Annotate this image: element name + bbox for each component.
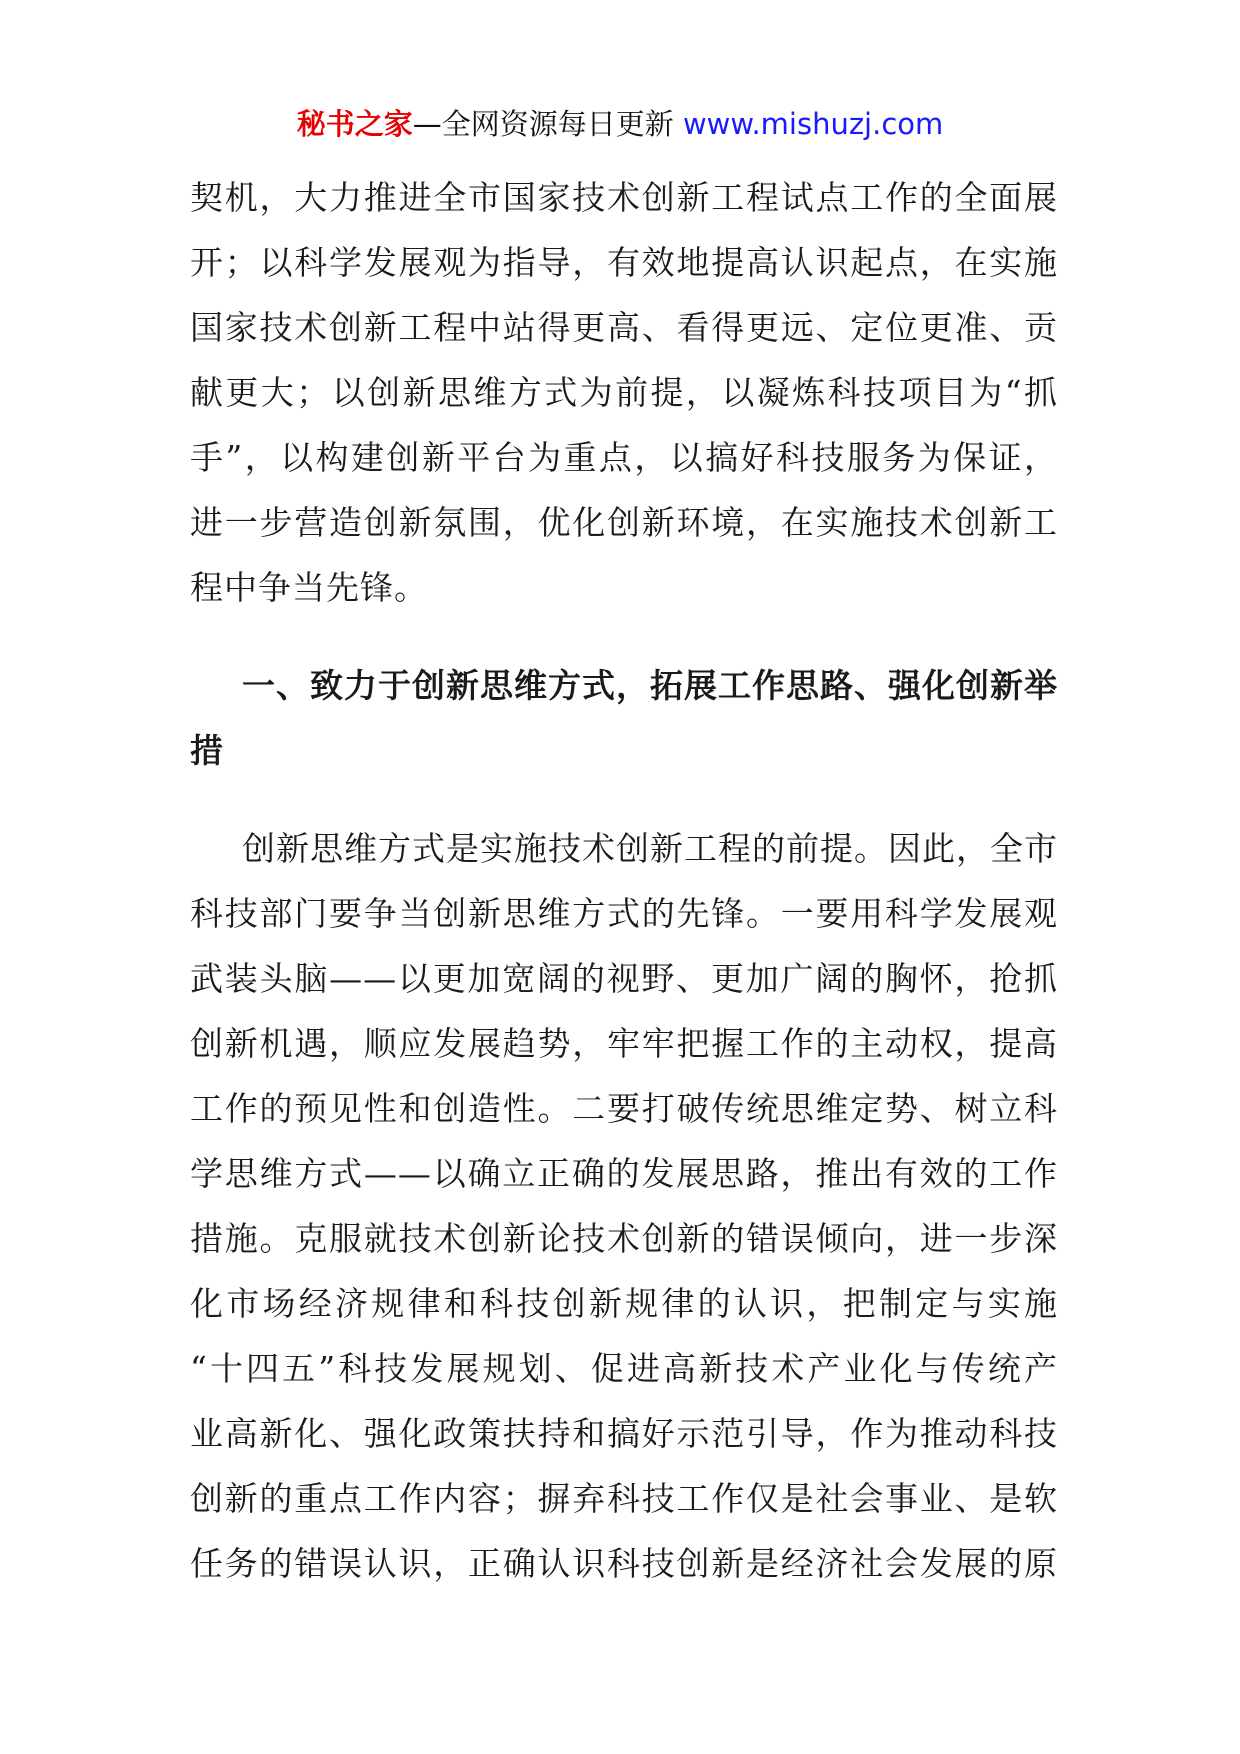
paragraph-gap (190, 620, 1058, 653)
text-line: “十四五”科技发展规划、促进高新技术产业化与传统产 (190, 1349, 1058, 1388)
heading-line: 一、致力于创新思维方式，拓展工作思路、强化创新举 (242, 666, 1058, 705)
text-line: 化市场经济规律和科技创新规律的认识，把制定与实施 (190, 1284, 1058, 1323)
text-line: 学思维方式——以确立正确的发展思路，推出有效的工作 (190, 1154, 1058, 1193)
text-line: 开；以科学发展观为指导，有效地提高认识起点，在实施 (190, 243, 1058, 282)
paragraph-intro (190, 165, 1058, 620)
section-heading (190, 653, 1058, 783)
text-line: 科技部门要争当创新思维方式的先锋。一要用科学发展观 (190, 894, 1058, 933)
text-line: 任务的错误认识，正确认识科技创新是经济社会发展的原 (190, 1544, 1058, 1583)
text-line: 创新机遇，顺应发展趋势，牢牢把握工作的主动权，提高 (190, 1024, 1058, 1063)
site-tagline: —全网资源每日更新 (412, 107, 674, 141)
document-body (190, 165, 1058, 1596)
text-line: 国家技术创新工程中站得更高、看得更远、定位更准、贡 (190, 308, 1058, 347)
text-line: 工作的预见性和创造性。二要打破传统思维定势、树立科 (190, 1089, 1058, 1128)
text-line: 手”，以构建创新平台为重点，以搞好科技服务为保证， (190, 438, 1058, 477)
text-line: 进一步营造创新氛围，优化创新环境，在实施技术创新工 (190, 503, 1058, 542)
text-line: 业高新化、强化政策扶持和搞好示范引导，作为推动科技 (190, 1414, 1058, 1453)
text-line: 创新思维方式是实施技术创新工程的前提。因此，全市 (242, 829, 1058, 868)
text-line: 武装头脑——以更加宽阔的视野、更加广阔的胸怀，抢抓 (190, 959, 1058, 998)
text-line: 创新的重点工作内容；摒弃科技工作仅是社会事业、是软 (190, 1479, 1058, 1518)
paragraph-gap (190, 783, 1058, 816)
text-line: 契机，大力推进全市国家技术创新工程试点工作的全面展 (190, 178, 1058, 217)
text-line: 献更大；以创新思维方式为前提，以凝炼科技项目为“抓 (190, 373, 1058, 412)
site-header (0, 104, 1240, 144)
heading-line: 措 (190, 731, 224, 770)
site-url-link[interactable]: www.mishuzj.com (682, 107, 944, 141)
text-line: 程中争当先锋。 (190, 568, 428, 607)
paragraph-body (190, 816, 1058, 1596)
text-line: 措施。克服就技术创新论技术创新的错误倾向，进一步深 (190, 1219, 1058, 1258)
site-brand: 秘书之家 (296, 107, 413, 141)
